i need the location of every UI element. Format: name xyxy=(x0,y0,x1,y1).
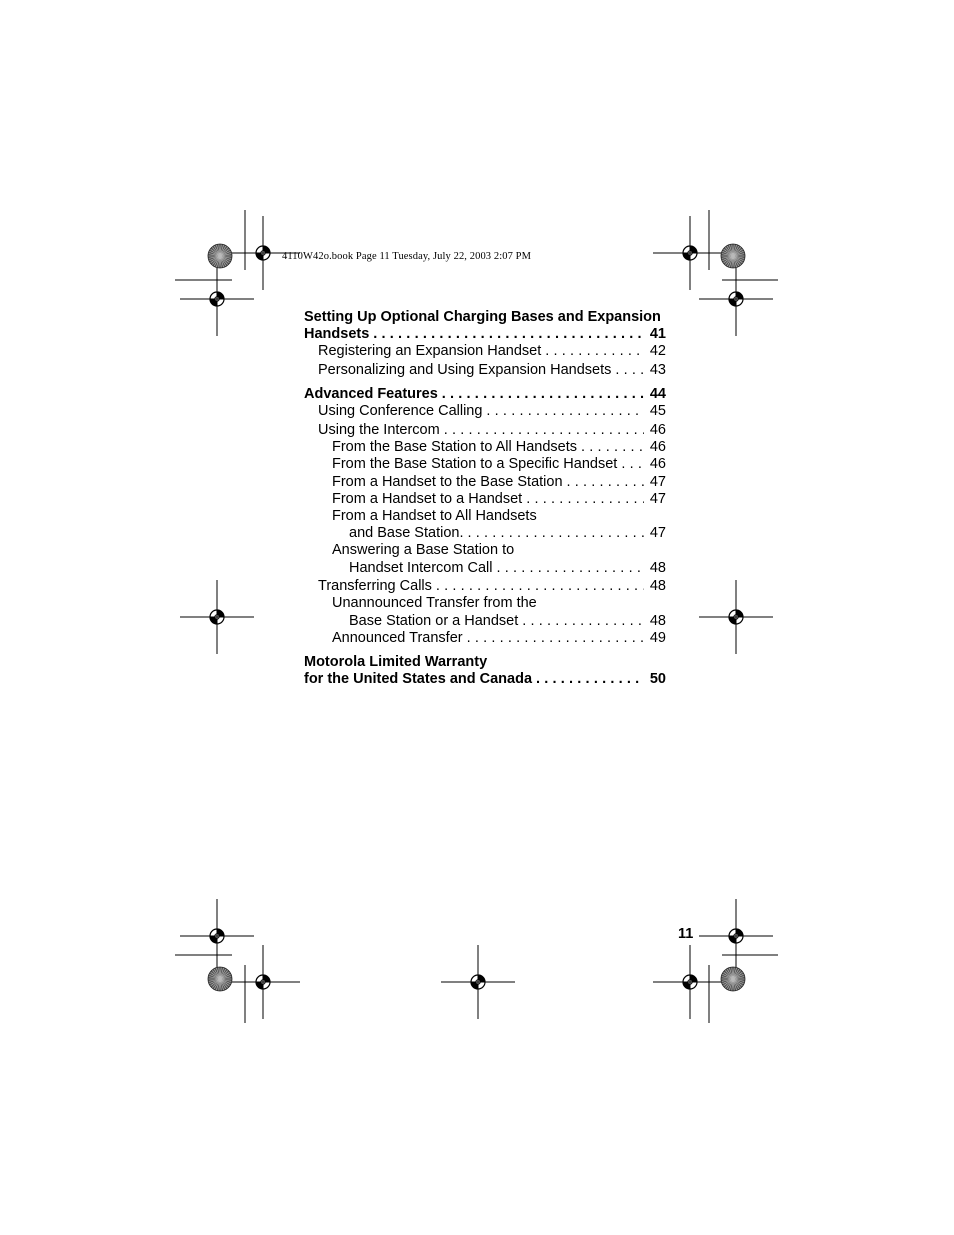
toc-entry-page: 46 xyxy=(649,439,666,456)
toc-entry-page: 41 xyxy=(649,326,666,343)
toc-entry-label: Base Station or a Handset xyxy=(349,612,519,629)
toc-entry-page: 49 xyxy=(649,629,666,646)
toc-entry-page: 47 xyxy=(649,525,666,542)
toc-entry-label: Setting Up Optional Charging Bases and Expansion xyxy=(304,309,661,325)
toc-entry-label: Answering a Base Station to xyxy=(332,542,515,559)
toc-entry-page: 47 xyxy=(649,490,666,507)
toc-entry-label: From a Handset to a Handset xyxy=(332,490,523,507)
toc-entry-label: Using the Intercom xyxy=(318,422,440,438)
toc-entry-page: 45 xyxy=(649,403,666,420)
toc-entry-label: Using Conference Calling xyxy=(318,403,483,420)
toc-entry-label: Advanced Features xyxy=(304,386,438,403)
toc-entry-page: 50 xyxy=(649,671,666,688)
color-target-mark xyxy=(721,967,745,991)
page-number: 11 xyxy=(678,926,694,942)
toc-entry-label: Unannounced Transfer from the xyxy=(332,595,537,612)
toc-entry-page: 46 xyxy=(649,422,666,438)
toc-entry-page: 44 xyxy=(649,386,666,403)
toc-entry-label: Announced Transfer xyxy=(332,629,463,646)
toc-entry-label: Handset Intercom Call xyxy=(349,559,493,576)
toc-entry-label: Transferring Calls xyxy=(318,578,432,595)
toc-entry-label: Personalizing and Using Expansion Handsets xyxy=(318,362,612,378)
toc-entry-label: Motorola Limited Warranty xyxy=(304,654,488,671)
toc-entry-page: 47 xyxy=(649,473,666,490)
toc-entry-page: 46 xyxy=(649,456,666,473)
color-target-mark xyxy=(208,967,232,991)
toc-entry-label: From the Base Station to a Specific Handset xyxy=(332,456,618,473)
toc-entry-page: 48 xyxy=(649,612,666,629)
toc-entry-label: and Base Station. xyxy=(349,525,464,542)
toc-entry-label: From a Handset to All Handsets xyxy=(332,508,537,525)
toc-entry-page: 43 xyxy=(649,362,666,378)
toc-entry-label: Handsets xyxy=(304,326,370,343)
toc-entry-page: 48 xyxy=(649,578,666,595)
toc-entry-page: 48 xyxy=(649,559,666,576)
toc-entry-label: Registering an Expansion Handset xyxy=(318,343,542,360)
color-target-mark xyxy=(721,244,745,268)
toc-entry-label: From the Base Station to All Handsets xyxy=(332,439,578,456)
color-target-mark xyxy=(208,244,232,268)
print-header: 4110W42o.book Page 11 Tuesday, July 22, 2003 2:07 PM xyxy=(282,251,532,262)
toc-entry-label: for the United States and Canada xyxy=(304,671,533,688)
toc-entry-page: 42 xyxy=(649,343,666,360)
toc-entry-label: From a Handset to the Base Station xyxy=(332,473,563,490)
